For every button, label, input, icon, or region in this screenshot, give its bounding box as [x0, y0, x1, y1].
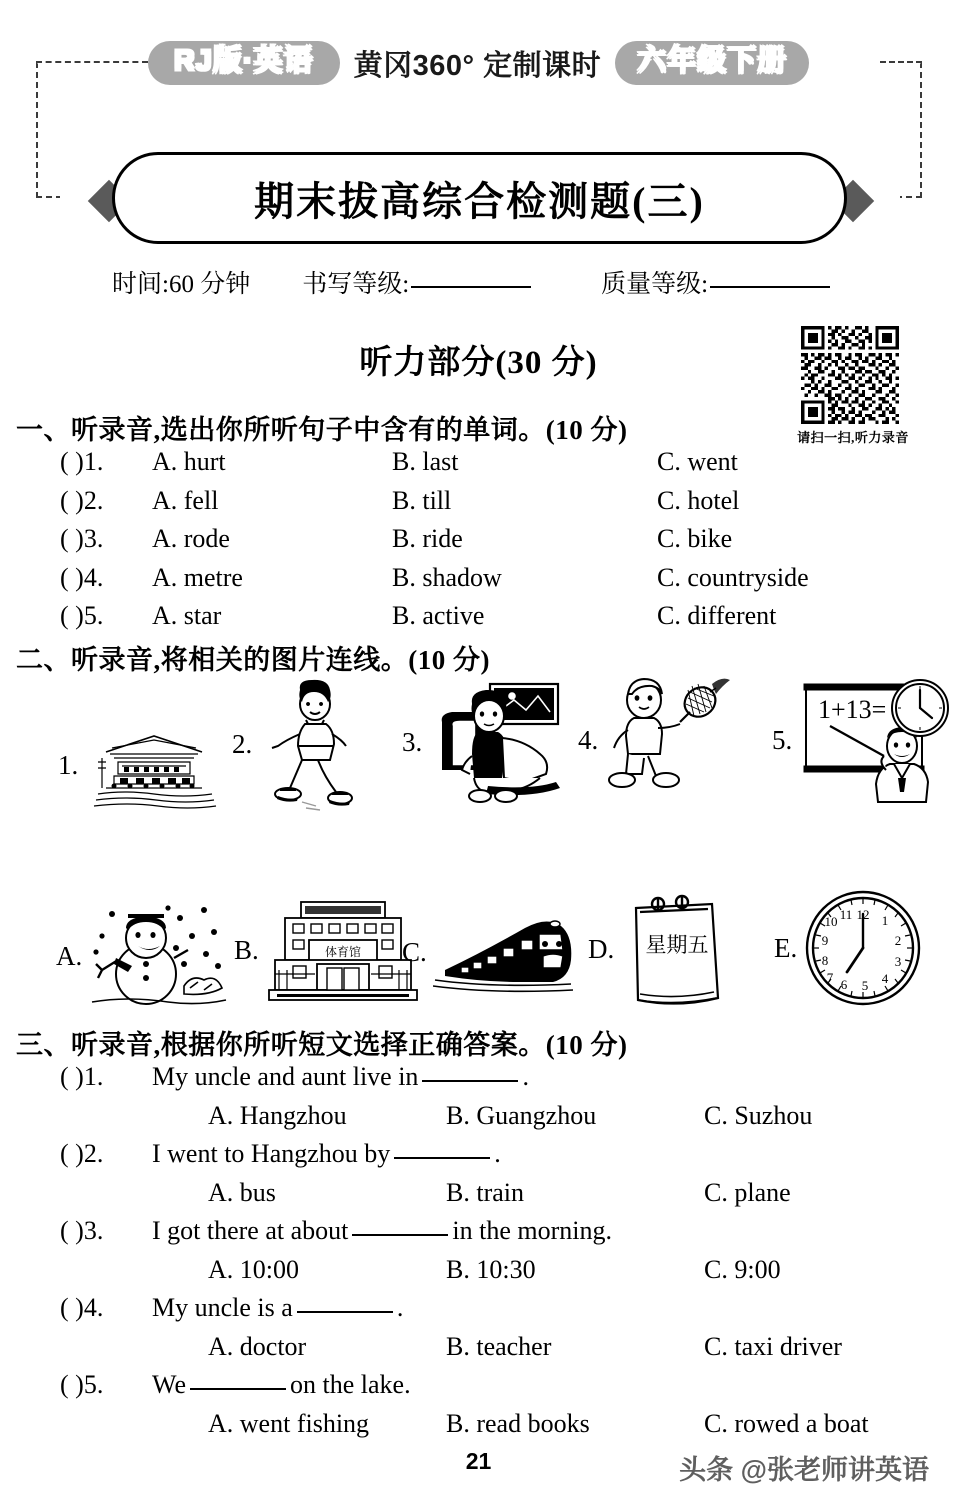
match-letter-a: A. — [56, 940, 83, 971]
option-b[interactable]: B. active — [392, 601, 485, 630]
answer-bracket[interactable]: ( )4. — [60, 562, 104, 592]
svg-text:12: 12 — [856, 907, 870, 922]
option-b[interactable]: B. teacher — [446, 1331, 552, 1361]
section-2-heading: 二、听录音,将相关的图片连线。(10 分) — [16, 645, 490, 675]
section-3-heading: 三、听录音,根据你所听短文选择正确答案。(10 分) — [16, 1030, 628, 1060]
writing-grade-field — [302, 264, 531, 300]
svg-text:9: 9 — [822, 933, 829, 948]
section-3-items — [60, 1062, 950, 1447]
option-b[interactable]: B. read books — [446, 1408, 590, 1438]
answer-bracket[interactable]: ( )3. — [60, 524, 104, 553]
question-options — [60, 1101, 950, 1140]
answer-blank[interactable] — [422, 1080, 518, 1082]
watermark: 头条 @张老师讲英语 — [679, 1455, 929, 1485]
svg-text:11: 11 — [839, 907, 853, 922]
option-c[interactable]: C. rowed a boat — [704, 1408, 869, 1438]
option-b[interactable]: B. shadow — [392, 562, 502, 592]
tiananmen-gate-picture — [84, 718, 224, 813]
page-title: 期末拔高综合检测题(三) — [254, 178, 705, 224]
match-item-1[interactable] — [58, 718, 224, 813]
match-item-3[interactable] — [402, 678, 578, 806]
question-stem — [60, 1216, 950, 1255]
option-c[interactable]: C. plane — [704, 1177, 791, 1207]
stem-text: I went to Hangzhou by . — [152, 1139, 501, 1168]
gym-sign-text: 体育馆 — [324, 945, 361, 959]
match-option-a[interactable] — [56, 902, 228, 1010]
option-b[interactable]: B. 10:30 — [446, 1254, 536, 1284]
match-number-1: 1. — [58, 750, 79, 780]
listening-part-heading: 听力部分(30 分) — [359, 345, 598, 381]
question-options — [60, 1409, 950, 1448]
option-c[interactable]: C. went — [657, 447, 738, 476]
option-b[interactable]: B. last — [392, 447, 459, 476]
page-number: 21 — [465, 1448, 492, 1474]
answer-bracket[interactable]: ( )5. — [60, 1370, 104, 1399]
section-1-items — [60, 447, 950, 640]
time-label: 时间:60 分钟 — [112, 271, 251, 298]
writing-grade-label: 书写等级: — [302, 271, 410, 298]
stem-text: We on the lake. — [152, 1370, 411, 1399]
match-option-d[interactable] — [588, 890, 732, 1008]
question-options — [60, 1255, 950, 1294]
answer-blank[interactable] — [190, 1388, 286, 1390]
wall-clock-picture — [803, 888, 923, 1008]
answer-blank[interactable] — [352, 1234, 448, 1236]
option-a[interactable]: A. rode — [152, 524, 230, 553]
answer-bracket[interactable]: ( )2. — [60, 485, 104, 515]
qr-code-icon[interactable] — [789, 326, 911, 424]
quality-grade-field — [601, 264, 830, 300]
answer-blank[interactable] — [297, 1311, 393, 1313]
option-a[interactable]: A. doctor — [208, 1331, 307, 1361]
option-b[interactable]: B. till — [392, 485, 452, 515]
blackboard-equation: 1+13= — [818, 695, 887, 724]
boy-on-sofa-picture — [428, 678, 578, 806]
option-a[interactable]: A. hurt — [152, 447, 226, 476]
exam-info-row — [0, 264, 957, 300]
gymnasium-building-picture — [265, 894, 420, 1006]
calendar-day-text: 星期五 — [645, 933, 709, 957]
match-number-3: 3. — [402, 726, 423, 757]
page-title-capsule — [112, 152, 847, 244]
option-c[interactable]: C. taxi driver — [704, 1331, 842, 1361]
match-letter-e: E. — [774, 932, 798, 963]
calendar-picture — [620, 890, 732, 1008]
option-a[interactable]: A. 10:00 — [208, 1254, 299, 1284]
grade-badge: 六年级下册 — [615, 41, 809, 84]
quality-grade-blank[interactable] — [710, 286, 830, 288]
match-item-2[interactable] — [232, 676, 368, 812]
quality-grade-label: 质量等级: — [601, 271, 709, 298]
answer-bracket[interactable]: ( )5. — [60, 601, 104, 630]
match-item-4[interactable] — [578, 674, 734, 806]
qr-caption: 请扫一扫,听力录音 — [797, 430, 909, 445]
svg-text:4: 4 — [882, 971, 889, 986]
option-c[interactable]: C. hotel — [657, 485, 740, 515]
match-option-b[interactable] — [234, 894, 420, 1006]
section-1-heading: 一、听录音,选出你所听句子中含有的单词。(10 分) — [16, 415, 628, 445]
match-letter-b: B. — [234, 934, 259, 965]
match-number-2: 2. — [232, 728, 253, 759]
table-row — [60, 447, 950, 486]
option-a[interactable]: A. went fishing — [208, 1408, 370, 1438]
option-c[interactable]: C. bike — [657, 524, 733, 553]
list-item — [60, 1370, 950, 1447]
option-a[interactable]: A. metre — [152, 562, 243, 592]
option-c[interactable]: C. different — [657, 601, 777, 630]
list-item — [60, 1293, 950, 1370]
svg-text:2: 2 — [895, 933, 902, 948]
match-option-e[interactable] — [774, 888, 923, 1008]
option-c[interactable]: C. countryside — [657, 562, 809, 592]
list-item — [60, 1216, 950, 1293]
svg-text:1: 1 — [882, 913, 889, 928]
question-stem — [60, 1139, 950, 1178]
writing-grade-blank[interactable] — [411, 286, 531, 288]
list-item — [60, 1062, 950, 1139]
boy-skating-picture — [258, 676, 368, 812]
answer-bracket[interactable]: ( )1. — [60, 1062, 104, 1091]
match-option-c[interactable] — [402, 910, 581, 994]
match-letter-c: C. — [402, 936, 427, 967]
boy-playing-badminton-picture — [604, 674, 734, 806]
edition-badge: RJ版·英语 — [148, 41, 340, 84]
svg-text:3: 3 — [895, 954, 902, 969]
table-row — [60, 563, 950, 602]
stem-text: I got there at about in the morning. — [152, 1216, 612, 1245]
option-a[interactable]: A. star — [152, 601, 222, 630]
match-item-5[interactable] — [772, 674, 950, 806]
answer-bracket[interactable]: ( )2. — [60, 1139, 104, 1168]
table-row — [60, 524, 950, 563]
match-number-5: 5. — [772, 724, 793, 755]
answer-bracket[interactable]: ( )4. — [60, 1293, 104, 1322]
option-b[interactable]: B. Guangzhou — [446, 1100, 597, 1130]
stem-text: My uncle is a . — [152, 1293, 404, 1322]
question-options — [60, 1332, 950, 1371]
option-c[interactable]: C. Suzhou — [704, 1100, 813, 1130]
list-item — [60, 1139, 950, 1216]
option-b[interactable]: B. train — [446, 1177, 524, 1207]
table-row — [60, 486, 950, 525]
train-picture — [433, 910, 581, 994]
svg-text:7: 7 — [827, 970, 834, 985]
series-title: 黄冈360° 定制课时 — [353, 49, 602, 82]
svg-text:10: 10 — [824, 914, 838, 929]
question-stem — [60, 1293, 950, 1332]
match-letter-d: D. — [588, 933, 615, 964]
answer-blank[interactable] — [394, 1157, 490, 1159]
option-a[interactable]: A. Hangzhou — [208, 1100, 347, 1130]
svg-text:8: 8 — [822, 953, 829, 968]
answer-bracket[interactable]: ( )1. — [60, 447, 104, 476]
question-options — [60, 1178, 950, 1217]
listening-qr-block — [789, 326, 917, 446]
answer-bracket[interactable]: ( )3. — [60, 1216, 104, 1245]
svg-text:6: 6 — [841, 977, 848, 992]
option-b[interactable]: B. ride — [392, 524, 463, 553]
stem-text: My uncle and aunt live in . — [152, 1062, 529, 1091]
question-stem — [60, 1370, 950, 1409]
option-c[interactable]: C. 9:00 — [704, 1254, 781, 1284]
option-a[interactable]: A. bus — [208, 1177, 276, 1207]
question-stem — [60, 1062, 950, 1101]
snowman-picture — [88, 902, 228, 1010]
section-2-lettered-row — [0, 888, 957, 1013]
section-2-numbered-row — [0, 672, 957, 812]
table-row — [60, 601, 950, 640]
match-number-4: 4. — [578, 724, 599, 755]
teacher-at-blackboard-picture — [798, 674, 950, 806]
svg-text:5: 5 — [862, 978, 869, 993]
option-a[interactable]: A. fell — [152, 485, 219, 515]
